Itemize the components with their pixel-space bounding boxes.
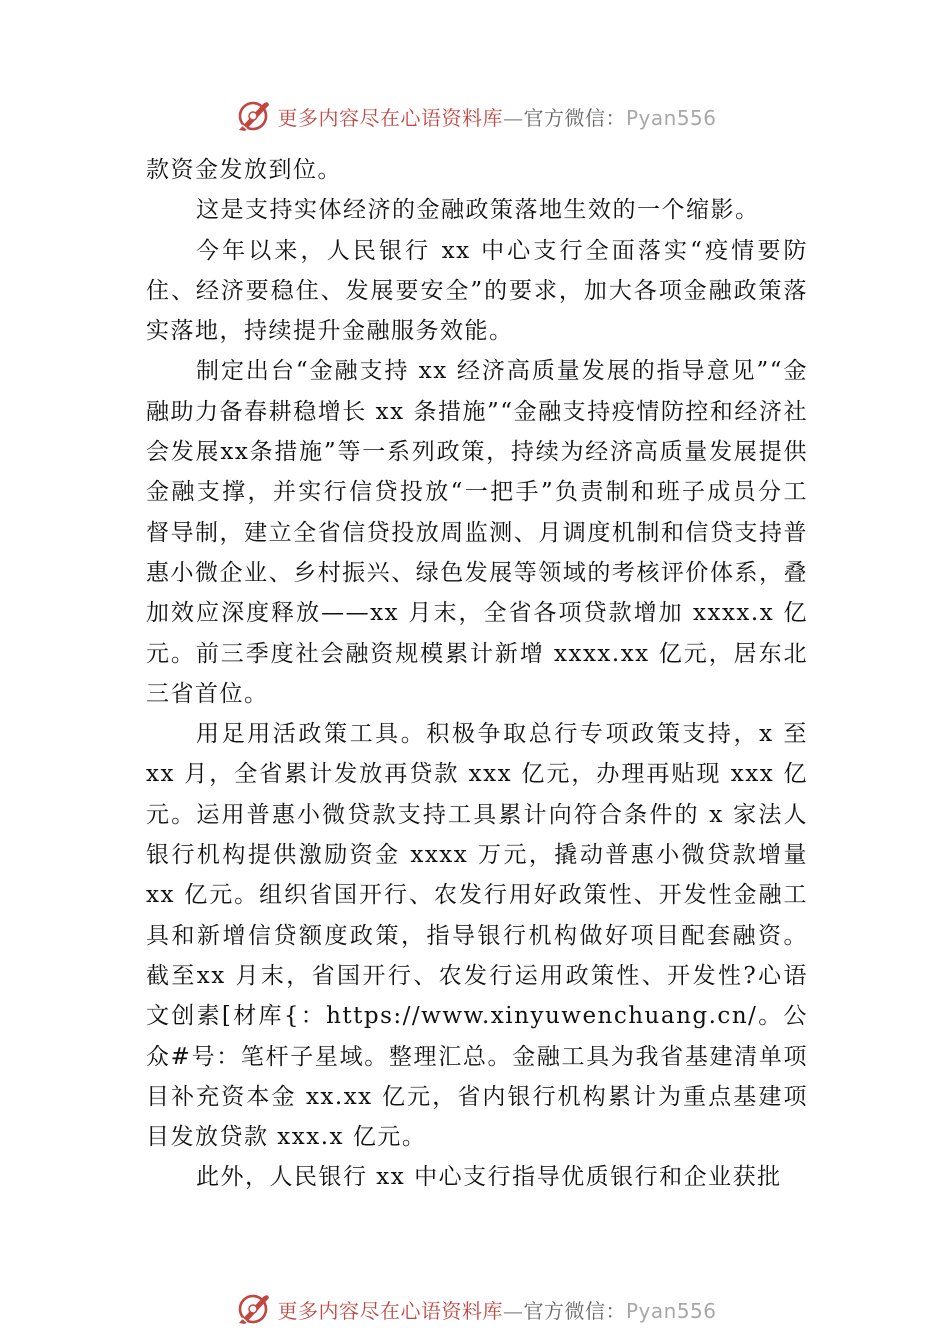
paragraph-continuation: 款资金发放到位。	[146, 157, 342, 183]
feather-pen-logo-icon	[233, 96, 273, 136]
paragraph: 此外，人民银行 xx 中心支行指导优质银行和企业获批	[196, 1164, 782, 1191]
document-body	[146, 150, 808, 1198]
banner-brand: 更多内容尽在心语资料库	[277, 105, 503, 130]
paragraph: 用足用活政策工具。积极争取总行专项政策支持，x 至 xx 月，全省累计发放再贷款 xxx 亿元，办理再贴现 xxx 亿元。运用普惠小微贷款支持工具累计向符合条件的 x 家法人银行机构提供激励资金 xxxx 万元，撬动普惠小微贷款增量xx 亿元。组织省国开行、农发行用好政策性、开发性金融工具和新增信贷额度政策，指导银行机构做好项目配套融资。 截至xx 月末，省国开行、农发行运用政策性、开发性?心语文创素[材库{：https://www.xinyuwenchuang.cn/。公众#号：笔杆子星域。整理汇总。金融工具为我省基建清单项目补充资本金 xx.xx 亿元，省内银行机构累计为重点基建项目发放贷款 xxx.x 亿元。	[146, 721, 808, 1151]
footer-banner	[0, 1287, 950, 1331]
paragraph: 制定出台“金融支持 xx 经济高质量发展的指导意见”“金融助力备春耕稳增长 xx 条措施”“金融支持疫情防控和经济社会发展xx条措施”等一系列政策，持续为经济高质量发展提供金融支撑，并实行信贷投放“一把手”负责制和班子成员分工督导制，建立全省信贷投放周监测、月调度机制和信贷支持普惠小微企业、乡村振兴、绿色发展等领域的考核评价体系，叠加效应深度释放——xx 月末，全省各项贷款增加 xxxx.x 亿元。前三季度社会融资规模累计新增 xxxx.xx 亿元，居东北三省首位。	[146, 358, 808, 707]
paragraph: 这是支持实体经济的金融政策落地生效的一个缩影。	[196, 197, 760, 224]
banner-brand: 更多内容尽在心语资料库	[277, 1298, 503, 1323]
banner-dash: —	[502, 1298, 524, 1323]
banner-wechat-id: Pyan556	[625, 105, 717, 130]
feather-pen-logo-icon	[233, 1289, 273, 1329]
banner-official: 官方微信：	[523, 1298, 626, 1323]
banner-text	[277, 1295, 716, 1324]
header-banner	[0, 94, 950, 138]
banner-text	[277, 102, 716, 131]
banner-wechat-id: Pyan556	[625, 1298, 717, 1323]
banner-dash: —	[502, 105, 524, 130]
paragraph: 今年以来，人民银行 xx 中心支行全面落实“疫情要防住、经济要稳住、发展要安全”的要求，加大各项金融政策落实落地，持续提升金融服务效能。	[146, 237, 808, 345]
banner-official: 官方微信：	[523, 105, 626, 130]
